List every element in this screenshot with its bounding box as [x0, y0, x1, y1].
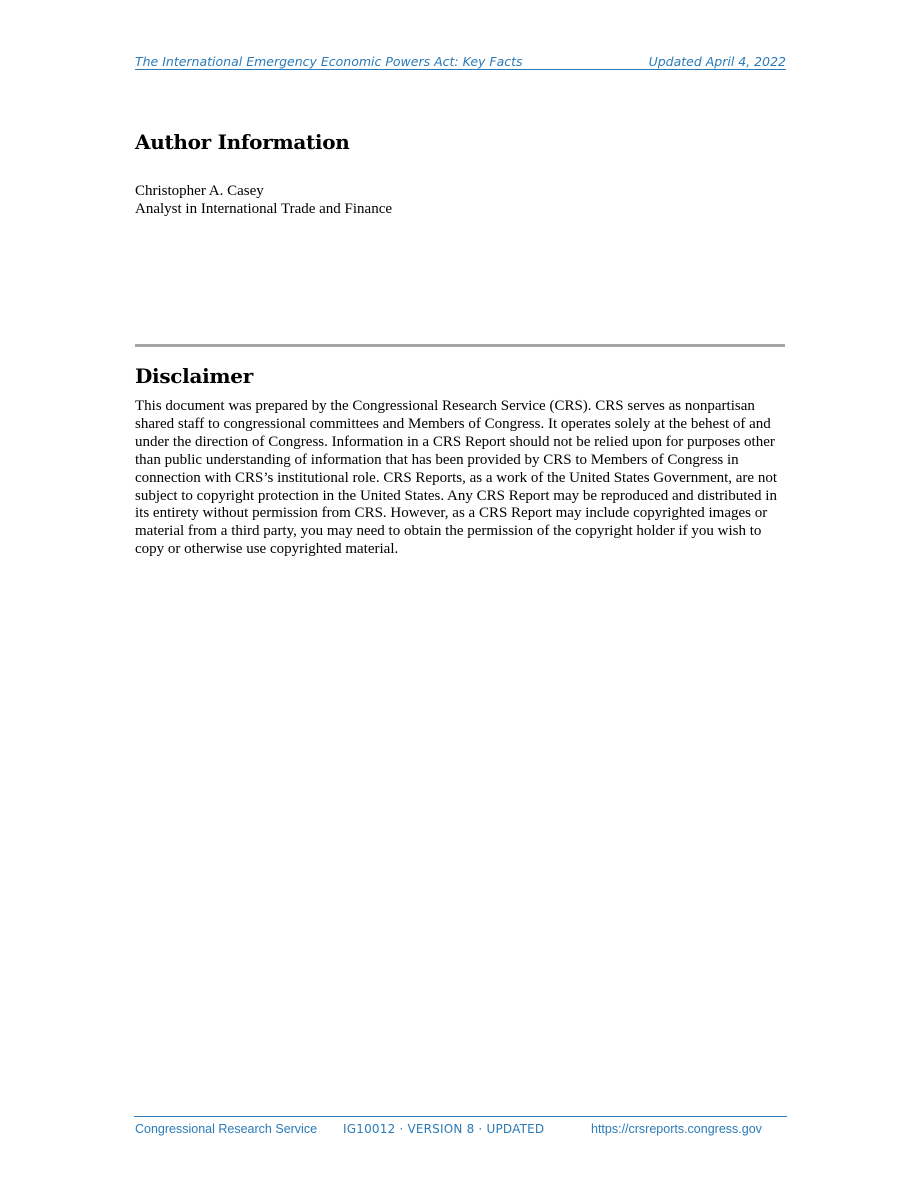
- disclaimer-heading: Disclaimer: [135, 364, 253, 388]
- footer-report-id: IG10012 · VERSION 8 · UPDATED: [343, 1122, 545, 1136]
- section-divider: [135, 344, 785, 347]
- page-footer: [134, 1116, 787, 1141]
- author-role: Analyst in International Trade and Finance: [135, 201, 393, 217]
- disclaimer-text: This document was prepared by the Congressional Research Service (CRS). CRS serves as nonpartisan shared staff to congressional committees and Members of Congress. It operates solely at the behest of and under the direction of Congress. Information in a CRS Report should not be relied upon for purposes other than public understanding of information that has been provided by CRS to Members of Congress in connection with CRS’s institutional role. CRS Reports, as a work of the United States Government, are not subject to copyright protection in the United States. Any CRS Report may be reproduced and distributed in its entirety without permission from CRS. However, as a CRS Report may include copyrighted images or material from a third party, you may need to obtain the permission of the copyright holder if you wish to copy or otherwise use copyrighted material.: [135, 398, 777, 558]
- footer-organization: Congressional Research Service: [135, 1122, 318, 1136]
- header-title: The International Emergency Economic Powers Act: Key Facts: [135, 54, 523, 69]
- author-information-heading: Author Information: [135, 130, 350, 154]
- author-name: Christopher A. Casey: [135, 183, 264, 199]
- footer-url[interactable]: https://crsreports.congress.gov: [591, 1122, 762, 1136]
- header-date: Updated April 4, 2022: [648, 54, 786, 69]
- author-block: [135, 182, 392, 218]
- running-header: [135, 54, 786, 70]
